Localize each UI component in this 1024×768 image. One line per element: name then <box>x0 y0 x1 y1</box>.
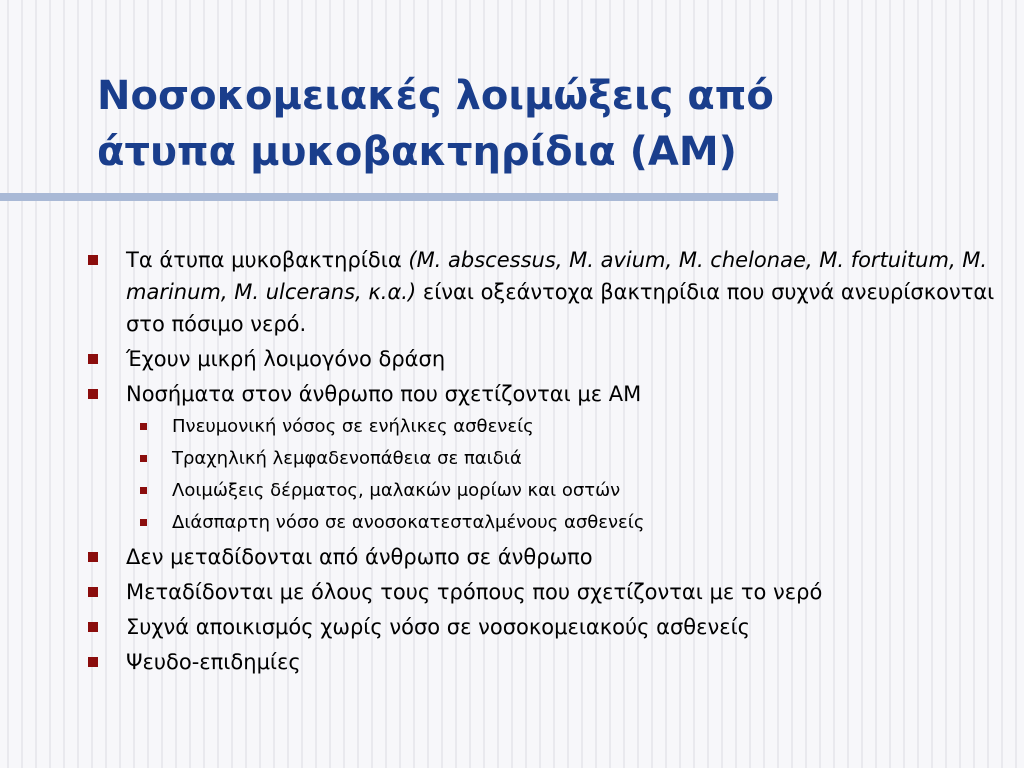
small-square-bullet-icon <box>140 455 147 462</box>
square-bullet-icon <box>88 587 98 597</box>
square-bullet-icon <box>88 622 98 632</box>
bullet-item-mycobacteria <box>88 244 998 340</box>
bullet-text <box>126 244 998 340</box>
square-bullet-icon <box>88 552 98 562</box>
bullet-list <box>88 244 998 681</box>
sub-bullet-text: Τραχηλική λεμφαδενοπάθεια σε παιδιά <box>172 448 522 469</box>
bullet-item-colonization <box>88 611 998 643</box>
sub-bullet-item <box>140 508 998 538</box>
sub-bullet-item <box>140 444 998 474</box>
small-square-bullet-icon <box>140 423 147 430</box>
square-bullet-icon <box>88 389 98 399</box>
bullet-item-diseases <box>88 378 998 538</box>
bullet-text: Συχνά αποικισμός χωρίς νόσο σε νοσοκομειακούς ασθενείς <box>126 615 751 639</box>
sub-bullet-text: Λοιμώξεις δέρματος, μαλακών μορίων και οστών <box>172 480 621 501</box>
bullet-item-water-routes <box>88 576 998 608</box>
sub-bullet-text: Διάσπαρτη νόσο σε ανοσοκατεσταλμένους ασθενείς <box>172 512 645 533</box>
sub-bullet-item <box>140 476 998 506</box>
bullet-text: Δεν μεταδίδονται από άνθρωπο σε άνθρωπο <box>126 545 593 569</box>
bullet-text-end: είναι οξεάντοχα βακτηρίδια που συχνά ανευρίσκονται στο πόσιμο νερό. <box>126 280 995 336</box>
small-square-bullet-icon <box>140 487 147 494</box>
title-line-2: άτυπα μυκοβακτηρίδια (ΑΜ) <box>97 129 737 175</box>
title-line-1: Νοσοκομειακές λοιμώξεις από <box>97 73 774 119</box>
bullet-text: Μεταδίδονται με όλους τους τρόπους που σχετίζονται με το νερό <box>126 580 823 604</box>
sub-bullet-list <box>126 412 998 538</box>
bullet-text: Ψευδο-επιδημίες <box>126 650 301 674</box>
bullet-text: Νοσήματα στον άνθρωπο που σχετίζονται με ΑΜ <box>126 382 642 406</box>
sub-bullet-text: Πνευμονική νόσος σε ενήλικες ασθενείς <box>172 416 534 437</box>
species-list: (M. abscessus, M. avium, M. chelonae, M. fortuitum, M. marinum, M. ulcerans, κ.α.) <box>126 248 988 304</box>
bullet-item-virulence <box>88 343 998 375</box>
bullet-item-pseudo-epidemics <box>88 646 998 678</box>
bullet-text-start: Τα άτυπα μυκοβακτηρίδια <box>126 248 409 272</box>
bullet-item-transmission <box>88 541 998 573</box>
square-bullet-icon <box>88 255 98 265</box>
bullet-text: Έχουν μικρή λοιμογόνο δράση <box>126 347 446 371</box>
square-bullet-icon <box>88 354 98 364</box>
small-square-bullet-icon <box>140 519 147 526</box>
sub-bullet-item <box>140 412 998 442</box>
slide-title <box>97 68 977 180</box>
title-divider <box>0 193 778 201</box>
square-bullet-icon <box>88 657 98 667</box>
